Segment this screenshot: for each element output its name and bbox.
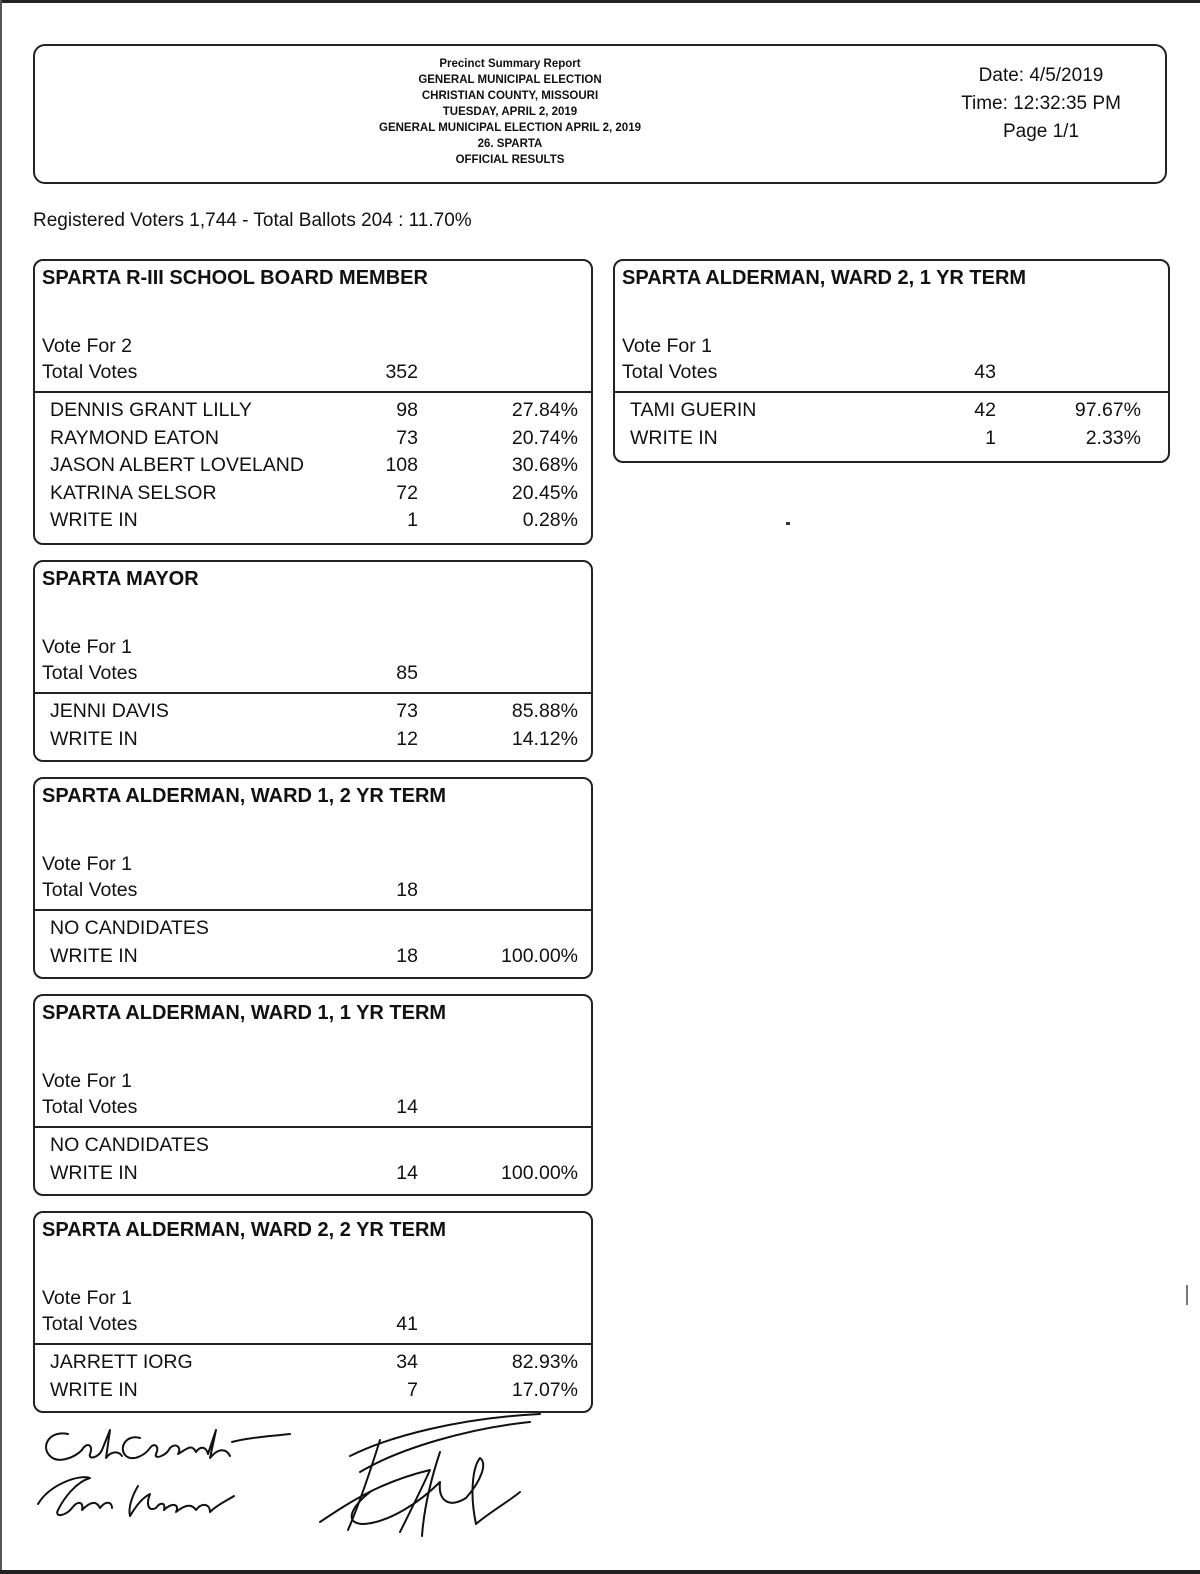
candidate-votes: 72 [396,481,418,504]
report-header [33,44,1167,184]
candidate-votes: 42 [974,399,996,421]
page-number: Page 1/1 [1002,121,1080,142]
candidate-row [50,1162,591,1190]
total-votes-value: 85 [396,662,418,684]
candidate-percent: 27.84% [511,399,578,421]
report-date: Date: 4/5/2019 [978,65,1104,86]
candidate-list [50,700,591,755]
report-title-block [335,56,685,168]
contest-divider [35,1126,591,1128]
contest-divider [35,909,591,911]
total-votes-label: Total Votes [42,1096,138,1118]
scan-speck [786,522,790,525]
total-votes-row [42,662,591,686]
total-votes-row [42,361,591,385]
candidate-percent: 17.07% [511,1378,578,1401]
contest-title: SPARTA MAYOR [42,568,199,590]
precinct-name: 26. SPARTA [477,138,543,150]
candidate-percent: 97.67% [1074,399,1141,421]
candidate-name: WRITE IN [50,944,138,967]
candidate-name: JARRETT IORG [50,1351,193,1373]
candidate-name: JASON ALBERT LOVELAND [50,454,304,476]
candidate-list [50,1351,591,1406]
candidate-votes: 108 [385,454,418,476]
contest-box [33,994,593,1196]
candidate-list [50,399,591,537]
candidate-percent: 2.33% [1085,426,1141,449]
total-votes-value: 14 [396,1096,418,1118]
total-votes-label: Total Votes [42,1313,138,1335]
candidate-votes: 18 [396,944,418,967]
report-time: Time: 12:32:35 PM [961,93,1121,114]
candidate-percent: 20.74% [511,426,578,449]
candidate-votes: 34 [396,1351,418,1373]
candidate-row [50,1134,591,1162]
total-votes-value: 41 [396,1313,418,1335]
candidate-list [630,399,1168,454]
contest-title: SPARTA R-III SCHOOL BOARD MEMBER [42,267,428,289]
candidate-row [50,1351,591,1379]
candidate-percent: 14.12% [511,727,578,750]
candidate-name: WRITE IN [50,727,138,750]
candidate-name: WRITE IN [50,1378,138,1401]
total-votes-row [42,879,591,903]
candidate-row [50,728,591,756]
candidate-name: WRITE IN [50,1161,138,1184]
election-date: TUESDAY, APRIL 2, 2019 [442,106,578,118]
candidate-row [630,399,1168,427]
contest-box [33,560,593,762]
total-votes-label: Total Votes [42,662,138,684]
election-name: GENERAL MUNICIPAL ELECTION [418,74,602,86]
total-votes-row [42,1096,591,1120]
candidate-list [50,1134,591,1189]
candidate-percent: 100.00% [501,1161,578,1184]
report-meta [921,62,1161,146]
candidate-percent: 100.00% [501,944,578,967]
scan-edge-bottom [0,1570,1200,1574]
candidate-list [50,917,591,972]
candidate-votes: 1 [407,509,418,531]
contest-title: SPARTA ALDERMAN, WARD 1, 2 YR TERM [42,785,447,807]
report-type: Precinct Summary Report [439,58,581,70]
total-votes-value: 352 [385,361,418,383]
contest-box [33,259,593,545]
contest-title: SPARTA ALDERMAN, WARD 1, 1 YR TERM [42,1002,447,1024]
candidate-row [50,1379,591,1407]
vote-for-count: Vote For 1 [42,853,132,875]
contest-divider [35,391,591,393]
candidate-votes: 14 [396,1161,418,1184]
contest-divider [35,1343,591,1345]
candidate-row [630,427,1168,455]
contest-divider [615,391,1168,393]
contest-box [613,259,1170,463]
candidate-row [50,482,591,510]
candidate-votes: 73 [396,700,418,722]
election-full-name: GENERAL MUNICIPAL ELECTION APRIL 2, 2019 [379,122,641,134]
total-votes-label: Total Votes [42,361,138,383]
candidate-votes: 7 [407,1378,418,1401]
total-votes-row [42,1313,591,1337]
county-name: CHRISTIAN COUNTY, MISSOURI [421,90,599,102]
vote-for-count: Vote For 1 [42,636,132,658]
vote-for-count: Vote For 1 [622,335,712,357]
candidate-row [50,700,591,728]
candidate-percent: 0.28% [522,509,578,531]
scan-edge-left [0,0,2,1574]
candidate-name: WRITE IN [50,509,138,531]
candidate-name: TAMI GUERIN [630,399,757,421]
total-votes-label: Total Votes [42,879,138,901]
total-votes-value: 18 [396,879,418,901]
candidate-row [50,427,591,455]
candidate-row [50,945,591,973]
candidate-row [50,454,591,482]
candidate-name: NO CANDIDATES [50,1134,209,1156]
candidate-row [50,509,591,537]
candidate-row [50,399,591,427]
candidate-name: WRITE IN [630,426,718,449]
candidate-name: DENNIS GRANT LILLY [50,399,252,421]
vote-for-count: Vote For 2 [42,335,132,357]
candidate-name: KATRINA SELSOR [50,481,217,504]
candidate-votes: 1 [985,426,996,449]
contest-box [33,777,593,979]
scan-edge-top [0,0,1200,3]
turnout-summary: Registered Voters 1,744 - Total Ballots 204 : 11.70% [33,210,472,231]
results-status: OFFICIAL RESULTS [455,154,565,166]
candidate-name: RAYMOND EATON [50,426,220,449]
scan-edge-mark [1186,1285,1188,1305]
candidate-percent: 85.88% [511,700,578,722]
candidate-row [50,917,591,945]
vote-for-count: Vote For 1 [42,1287,132,1309]
candidate-votes: 73 [396,426,418,449]
candidate-percent: 30.68% [511,454,578,476]
candidate-votes: 12 [396,727,418,750]
total-votes-value: 43 [974,361,996,383]
vote-for-count: Vote For 1 [42,1070,132,1092]
signatures [20,1412,560,1542]
candidate-percent: 82.93% [511,1351,578,1373]
contest-divider [35,692,591,694]
candidate-votes: 98 [396,399,418,421]
contest-title: SPARTA ALDERMAN, WARD 2, 2 YR TERM [42,1219,447,1241]
contest-title: SPARTA ALDERMAN, WARD 2, 1 YR TERM [622,267,1027,289]
total-votes-row [622,361,1168,385]
total-votes-label: Total Votes [622,361,718,383]
candidate-name: NO CANDIDATES [50,917,209,939]
candidate-name: JENNI DAVIS [50,700,169,722]
contest-box [33,1211,593,1413]
candidate-percent: 20.45% [511,481,578,504]
